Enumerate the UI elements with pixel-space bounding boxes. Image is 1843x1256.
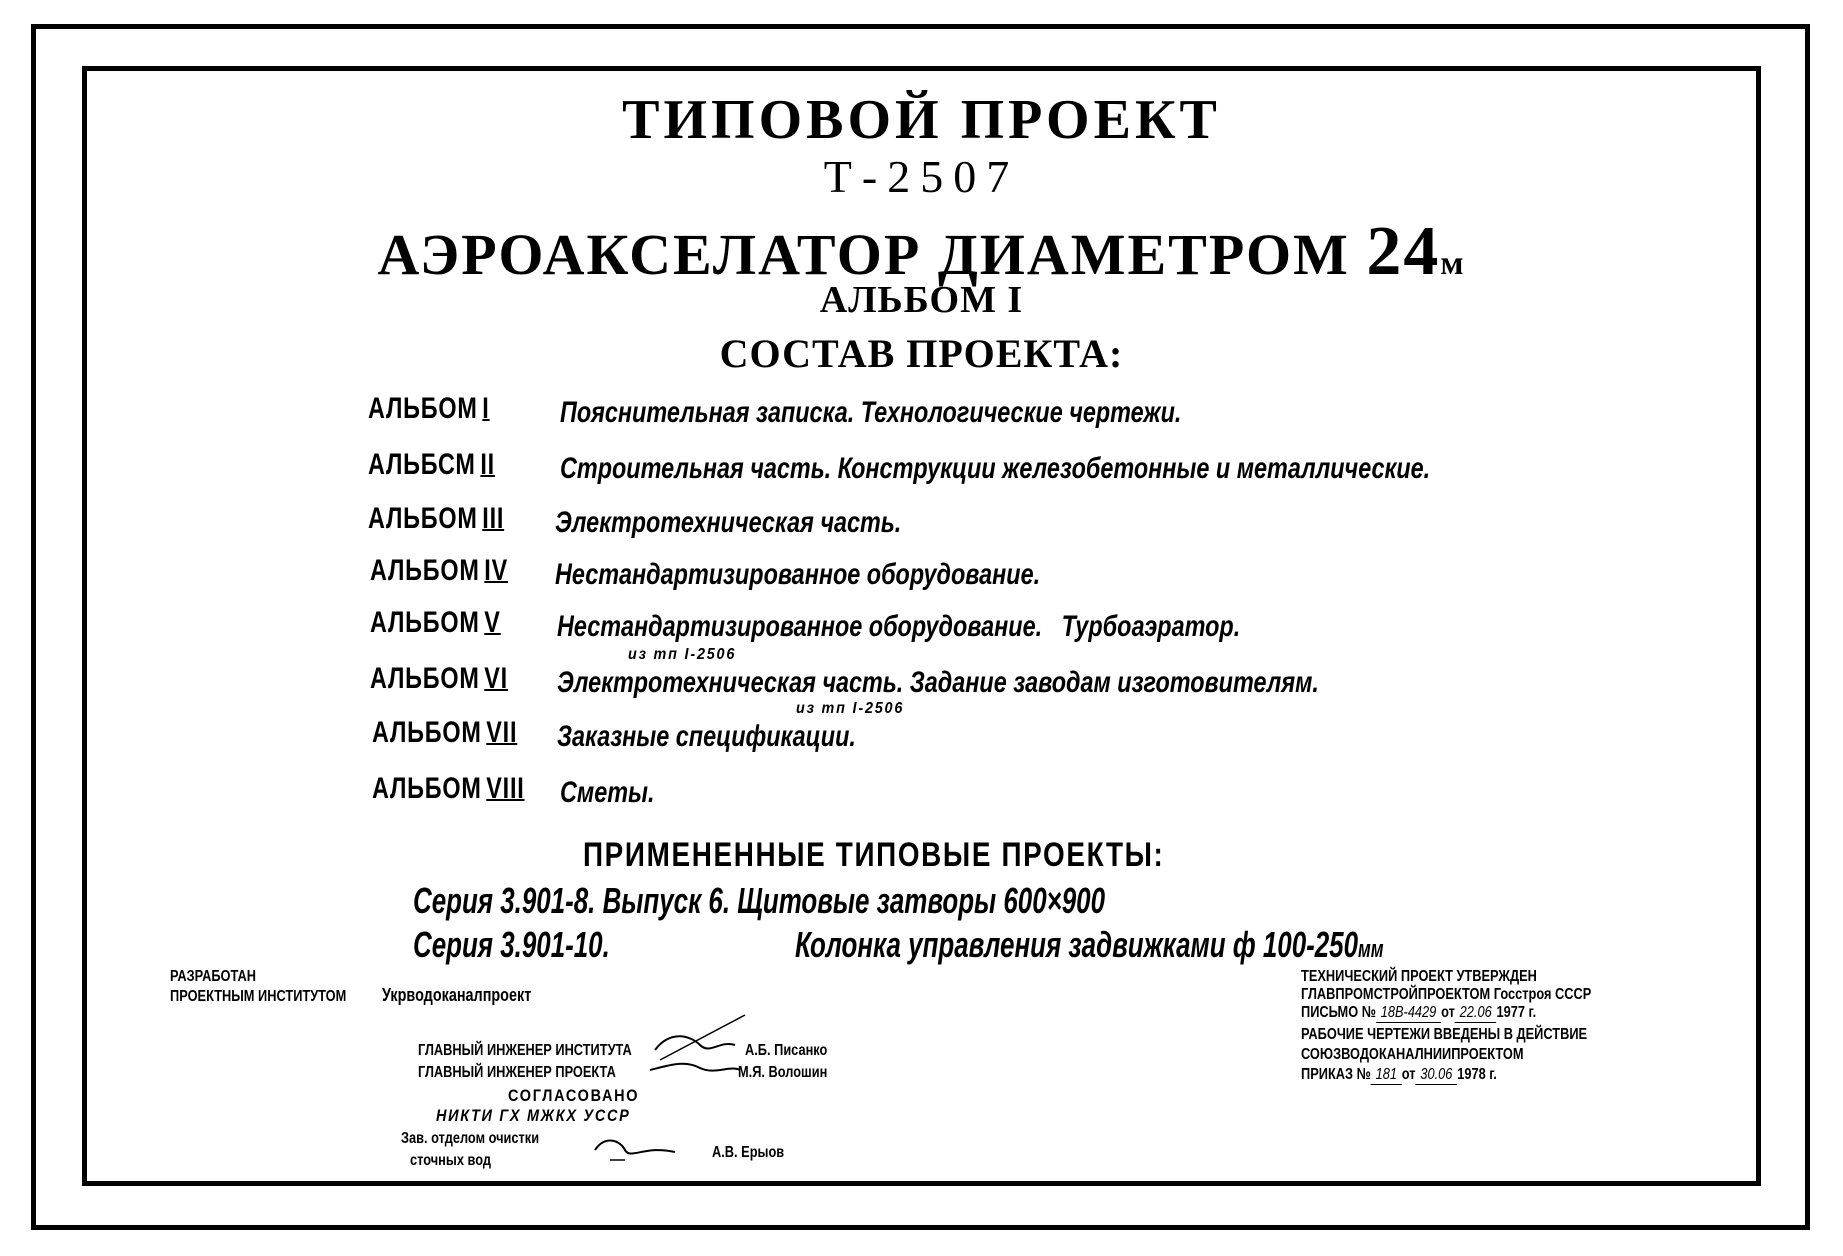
album-desc-2: Строительная часть. Конструкции железобетонные и металлические. <box>560 452 1431 485</box>
approval-line-5: СОЮЗВОДОКАНАЛНИИПРОЕКТОМ <box>1301 1046 1524 1063</box>
album-label-1: АЛЬБОМ I <box>368 392 490 425</box>
applied-series-1: Серия 3.901-8. Выпуск 6. Щитовые затворы 600×900 <box>413 880 1105 921</box>
developer-line-2: ПРОЕКТНЫМ ИНСТИТУТОМ <box>170 988 347 1005</box>
approval-line-2: ГЛАВПРОМСТРОЙПРОЕКТОМ Госстроя СССР <box>1301 986 1592 1003</box>
album-label-7: АЛЬБОМ VII <box>372 716 518 749</box>
department-head-name: А.В. Ерыов <box>712 1144 785 1161</box>
album-label-3: АЛЬБОМ III <box>368 502 505 535</box>
signature-marks <box>640 1010 760 1090</box>
note-from-tp-2506-b: из тп I-2506 <box>796 700 905 717</box>
approval-line-3: ПИСЬМО № 18В-4429 от 22.06 1977 г. <box>1301 1004 1537 1021</box>
album-label-4: АЛЬБОМ IV <box>370 554 508 587</box>
album-label-8: АЛЬБОМ VIII <box>372 772 525 805</box>
project-composition-heading: СОСТАВ ПРОЕКТА: <box>719 331 1124 376</box>
album-number: АЛЬБОМ I <box>819 279 1024 321</box>
applied-series-2: Серия 3.901-10. <box>413 924 610 965</box>
applied-projects-heading: ПРИМЕНЕННЫЕ ТИПОВЫЕ ПРОЕКТЫ: <box>583 836 1165 874</box>
agreed-label: СОГЛАСОВАНО <box>508 1086 640 1105</box>
diameter-unit: м <box>1440 245 1466 282</box>
album-desc-1: Пояснительная записка. Технологические чертежи. <box>560 396 1182 429</box>
approval-line-6: ПРИКАЗ № 181 от 30.06 1978 г. <box>1301 1066 1497 1083</box>
applied-series-2-detail: Колонка управления задвижками ф 100-250мм <box>795 924 1384 965</box>
chief-engineer-institute-title: ГЛАВНЫЙ ИНЖЕНЕР ИНСТИТУТА <box>418 1042 632 1059</box>
approval-line-1: ТЕХНИЧЕСКИЙ ПРОЕКТ УТВЕРЖДЕН <box>1301 968 1537 985</box>
agreed-organization: НИКТИ ГХ МЖКХ УССР <box>436 1106 631 1125</box>
document-type-title: ТИПОВОЙ ПРОЕКТ <box>622 89 1221 151</box>
album-desc-3: Электротехническая часть. <box>555 506 902 539</box>
note-from-tp-2506-a: из тп I-2506 <box>628 646 737 663</box>
diameter-value: 24 <box>1366 213 1441 290</box>
department-head-line-2: сточных вод <box>410 1152 491 1169</box>
project-number: Т-2507 <box>823 151 1020 202</box>
album-desc-5: Нестандартизированное оборудование. Турбоаэратор. <box>557 610 1241 643</box>
album-label-2: АЛЬБСМ II <box>368 448 495 481</box>
department-head-line-1: Зав. отделом очистки <box>401 1130 540 1147</box>
album-desc-8: Сметы. <box>560 776 655 809</box>
chief-engineer-project-name: М.Я. Волошин <box>738 1064 828 1081</box>
approval-line-4: РАБОЧИЕ ЧЕРТЕЖИ ВВЕДЕНЫ В ДЕЙСТВИЕ <box>1301 1026 1588 1043</box>
album-desc-4: Нестандартизированное оборудование. <box>555 558 1041 591</box>
album-label-6: АЛЬБОМ VI <box>370 662 508 695</box>
album-desc-7: Заказные спецификации. <box>557 720 856 753</box>
developer-line-1: РАЗРАБОТАН <box>170 968 256 985</box>
project-name-main: АЭРОАКСЕЛАТОР ДИАМЕТРОМ <box>377 222 1350 287</box>
developer-institute: Укрводоканалпроект <box>382 985 532 1005</box>
chief-engineer-institute-name: А.Б. Писанко <box>745 1042 828 1059</box>
album-label-5: АЛЬБОМ V <box>370 606 501 639</box>
department-signature <box>590 1130 680 1170</box>
chief-engineer-project-title: ГЛАВНЫЙ ИНЖЕНЕР ПРОЕКТА <box>418 1064 616 1081</box>
album-desc-6: Электротехническая часть. Задание заводам изготовителям. <box>557 666 1319 699</box>
